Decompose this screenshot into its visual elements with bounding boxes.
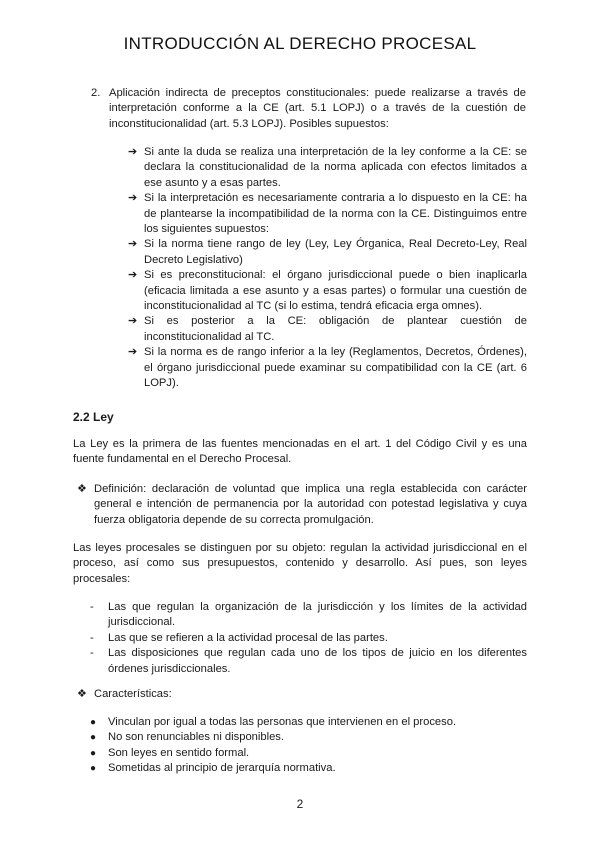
bullet-list-item	[90, 715, 527, 730]
dot-bullet-icon: ●	[90, 732, 97, 744]
arrow-list-item	[128, 145, 527, 191]
arrow-right-icon: ➔	[128, 346, 138, 359]
arrow-right-icon: ➔	[128, 238, 138, 251]
bullet-list-item	[90, 730, 527, 745]
bullet-list-item	[90, 761, 527, 776]
arrow-right-icon: ➔	[128, 269, 138, 282]
arrow-list-item	[128, 345, 527, 391]
dash-list	[90, 600, 527, 677]
bullet-list-text: Vinculan por igual a todas las personas que intervienen en el proceso.	[108, 716, 457, 728]
arrow-list-text: Si la norma es de rango inferior a la ley (Reglamentos, Decretos, Órdenes), el órgano jurisdiccional puede examinar su compatibilidad con la CE (art. 6 LOPJ).	[144, 346, 527, 390]
bullet-list-text: Sometidas al principio de jerarquía normativa.	[108, 762, 336, 775]
dash-list-item	[90, 600, 527, 631]
dot-bullet-icon: ●	[90, 747, 97, 759]
dot-bullet-icon: ●	[90, 717, 97, 728]
arrow-list-text: Si la interpretación es necesariamente contraria a lo dispuesto en la CE: ha de plantearse la incompatibilidad de la norma con la CE. Distinguimos entre los siguientes supuestos:	[144, 192, 527, 236]
arrow-list-item	[128, 314, 527, 345]
arrow-right-icon: ➔	[128, 315, 138, 328]
bullet-list-text: No son renunciables ni disponibles.	[108, 731, 285, 744]
numbered-item-2	[91, 86, 526, 132]
bullet-list	[90, 715, 527, 777]
diamond-bullet-icon: ❖	[77, 483, 87, 495]
item-text: Aplicación indirecta de preceptos constitucionales: puede realizarse a través de interpretación conforme a la CE (art. 5.1 LOPJ) o a través de la cuestión de inconstitucionalidad (art. 5.3 LOPJ). Posibles supuestos:	[109, 87, 526, 130]
arrow-list-text: Si es posterior a la CE: obligación de plantear cuestión de inconstitucionalidad al TC.	[144, 315, 527, 343]
dash-bullet-icon: -	[90, 631, 94, 644]
dash-bullet-icon: -	[90, 647, 94, 660]
definition-item	[77, 482, 527, 528]
bullet-list-item	[90, 746, 527, 761]
page-number: 2	[296, 797, 304, 811]
arrow-right-icon: ➔	[128, 146, 138, 158]
item-number: 2.	[91, 87, 101, 99]
dash-list-text: Las que se refieren a la actividad procesal de las partes.	[108, 631, 388, 644]
bullet-list-text: Son leyes en sentido formal.	[108, 746, 250, 759]
characteristics-title: Características:	[94, 688, 172, 700]
arrow-list-text: Si es preconstitucional: el órgano jurisdiccional puede o bien inaplicarla (eficacia limitada a ese asunto y a esas partes) o formular una cuestión de inconstitucionalidad al TC (si lo estima, tendrá eficacia erga omnes).	[144, 269, 527, 313]
dot-bullet-icon: ●	[90, 763, 97, 775]
characteristics-heading	[77, 687, 477, 702]
arrow-list-text: Si ante la duda se realiza una interpretación de la ley conforme a la CE: se declara la constitucionalidad de la norma aplicada con efectos limitados a ese asunto y a esas partes.	[144, 146, 527, 189]
dash-list-text: Las que regulan la organización de la jurisdicción y los límites de la actividad jurisdiccional.	[108, 601, 527, 629]
intro-paragraph: La Ley es la primera de las fuentes mencionadas en el art. 1 del Código Civil y es una fuente fundamental en el Derecho Procesal.	[73, 438, 527, 466]
arrow-right-icon: ➔	[128, 192, 138, 205]
diamond-bullet-icon: ❖	[77, 688, 87, 700]
arrow-list	[128, 145, 527, 392]
dash-list-text: Las disposiciones que regulan cada uno de los tipos de juicio en los diferentes órdenes jurisdiccionales.	[108, 647, 527, 675]
page-header-title: INTRODUCCIÓN AL DERECHO PROCESAL	[123, 34, 477, 53]
section-heading: 2.2 Ley	[73, 410, 114, 424]
arrow-list-text: Si la norma tiene rango de ley (Ley, Ley Órganica, Real Decreto-Ley, Real Decreto Legislativo)	[144, 238, 527, 266]
dash-bullet-icon: -	[90, 601, 94, 613]
definition-text: Definición: declaración de voluntad que implica una regla establecida con carácter general e intención de permanencia por la autoridad con potestad legislativa y cuya fuerza obligatoria depende de su correcta promulgación.	[94, 483, 527, 526]
dash-list-item	[90, 646, 527, 677]
arrow-list-item	[128, 237, 527, 268]
arrow-list-item	[128, 191, 527, 237]
procesales-paragraph: Las leyes procesales se distinguen por su objeto: regulan la actividad jurisdiccional en el proceso, así como sus presupuestos, contenido y desarrollo. Así pues, son leyes procesales:	[73, 542, 527, 585]
arrow-list-item	[128, 268, 527, 314]
dash-list-item	[90, 631, 527, 646]
